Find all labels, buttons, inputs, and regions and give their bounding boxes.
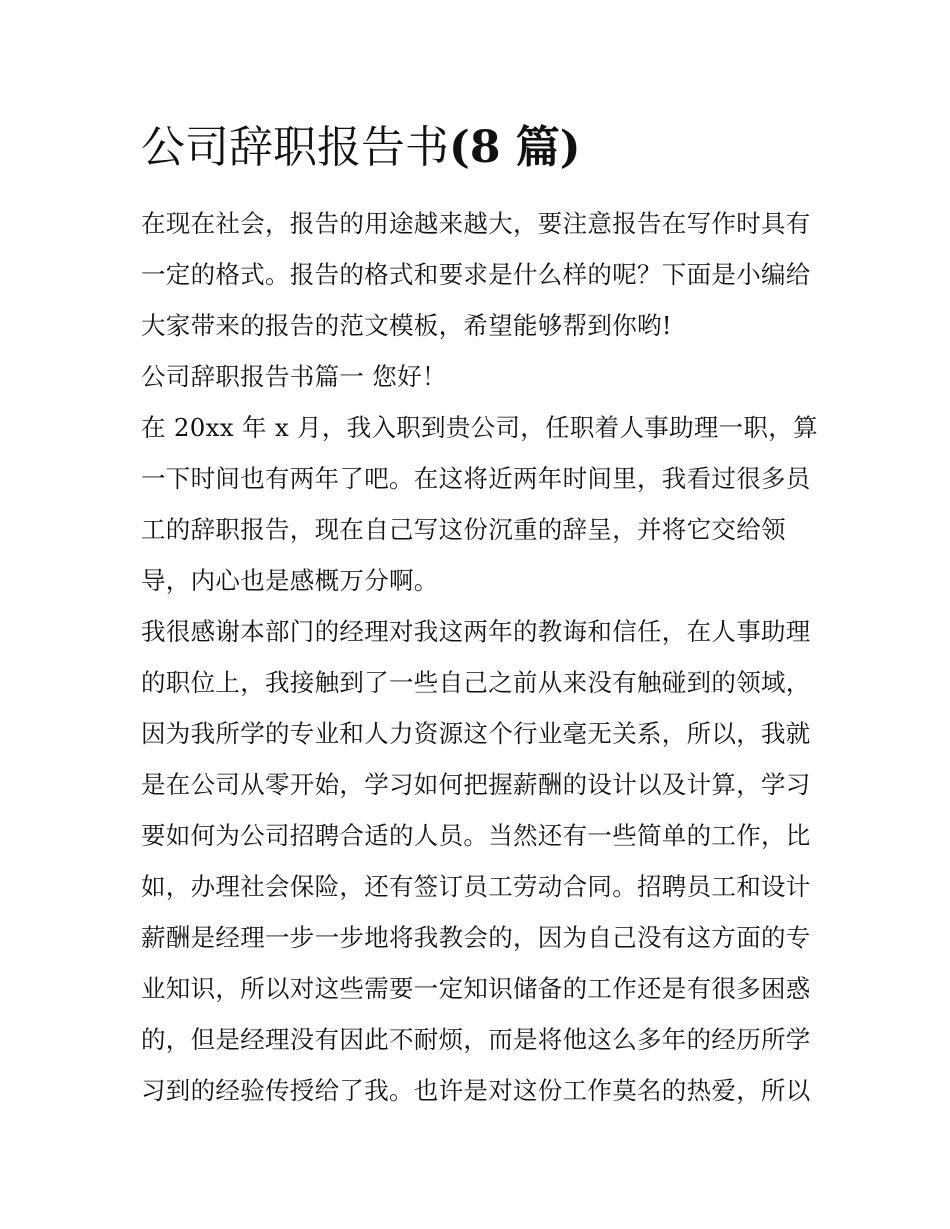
document-title-main: 公司辞职报告书 <box>141 122 449 173</box>
body-paragraph-1: 在 20xx 年 x 月，我入职到贵公司，任职着人事助理一职，算一下时间也有两年了吧。在这将近两年时间里，我看过很多员工的辞职报告，现在自己写这份沉重的辞呈，并将它交给领导，内心也是感概万分啊。 <box>141 413 818 595</box>
document-title-suffix: (8 篇) <box>449 122 581 173</box>
document-body <box>141 118 821 1116</box>
body-paragraph-2: 我很感谢本部门的经理对我这两年的教诲和信任，在人事助理的职位上，我接触到了一些自己之前从来没有触碰到的领域，因为我所学的专业和人力资源这个行业毫无关系，所以，我就是在公司从零开始，学习如何把握薪酬的设计以及计算，学习要如何为公司招聘合适的人员。当然还有一些简单的工作，比如，办理社会保险，还有签订员工劳动合同。招聘员工和设计薪酬是经理一步一步地将我教会的，因为自己没有这方面的专业知识，所以对这些需要一定知识储备的工作还是有很多困惑的，但是经理没有因此不耐烦，而是将他这么多年的经历所学习到的经验传授给了我。也许是对这份工作莫名的热爱，所以 <box>141 617 811 1105</box>
document-title <box>141 118 821 178</box>
section-heading-paragraph: 公司辞职报告书篇一 您好！ <box>141 362 447 391</box>
intro-paragraph: 在现在社会，报告的用途越来越大，要注意报告在写作时具有一定的格式。报告的格式和要求是什么样的呢？下面是小编给大家带来的报告的范文模板，希望能够帮到你哟! <box>141 209 811 340</box>
